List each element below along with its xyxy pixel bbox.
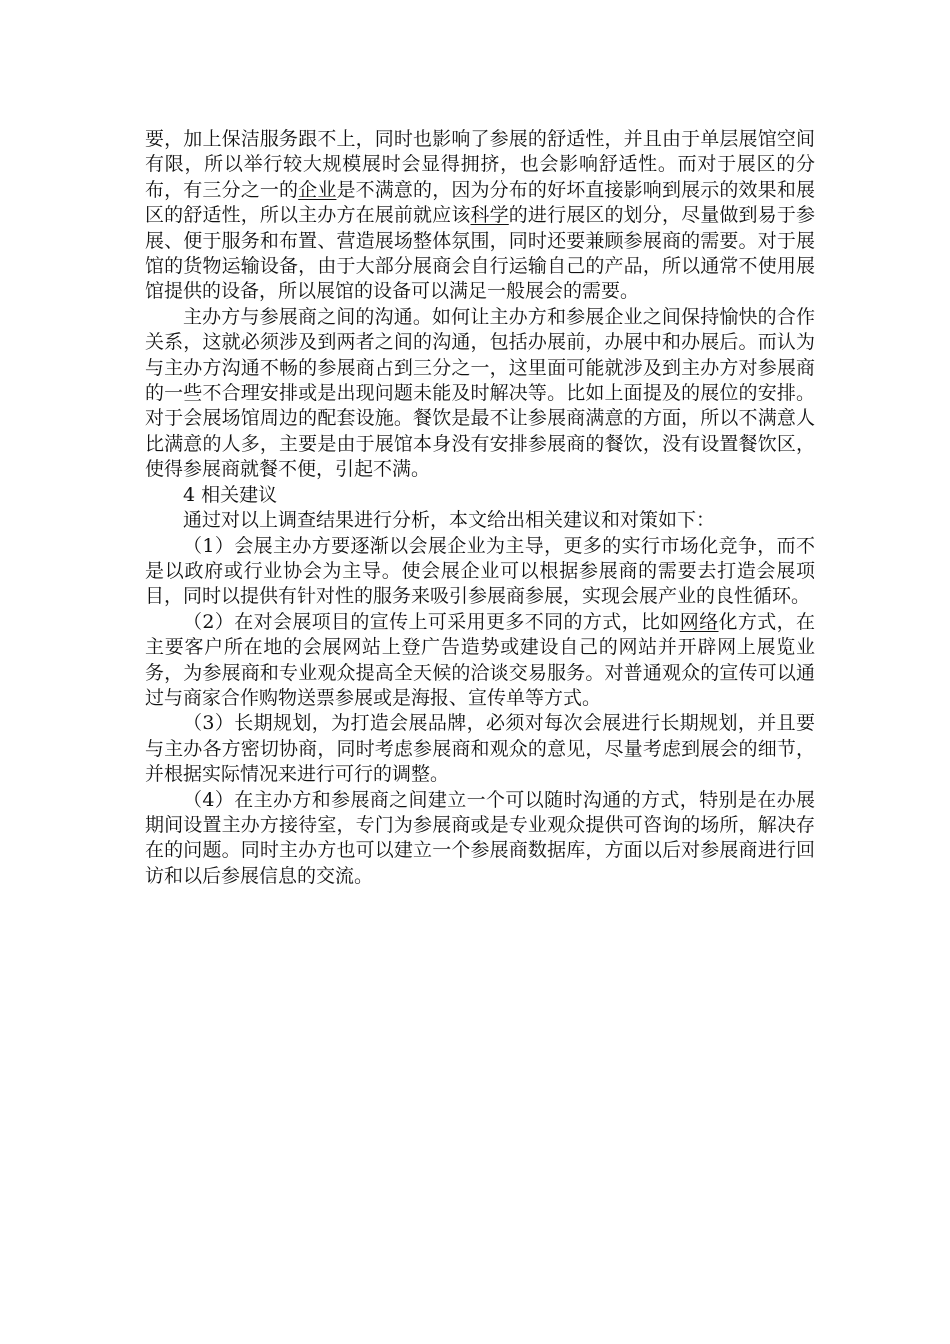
paragraph-text: （2）在对会展项目的宣传上可采用更多不同的方式，比如: [183, 610, 680, 633]
paragraph-venue-comfort: [145, 127, 815, 305]
link-enterprise[interactable]: 企业: [298, 178, 337, 201]
paragraph-suggestion-3: （3）长期规划，为打造会展品牌，必须对每次会展进行长期规划，并且要与主办各方密切协商，同时考虑参展商和观众的意见，尽量考虑到展会的细节，并根据实际情况来进行可行的调整。: [145, 712, 815, 786]
link-network[interactable]: 网络: [679, 610, 719, 633]
paragraph-intro: 通过对以上调查结果进行分析，本文给出相关建议和对策如下：: [183, 509, 716, 532]
paragraph-suggestion-4: （4）在主办方和参展商之间建立一个可以随时沟通的方式，特别是在办展期间设置主办方接待室，专门为参展商或是专业观众提供可咨询的场所，解决存在的问题。同时主办方也可以建立一个参展商数据库，方面以后对参展商进行回访和以后参展信息的交流。: [145, 788, 815, 887]
paragraph-suggestion-2: [145, 610, 815, 712]
paragraph-communication: 主办方与参展商之间的沟通。如何让主办方和参展企业之间保持愉快的合作关系，这就必须涉及到两者之间的沟通，包括办展前，办展中和办展后。而认为与主办方沟通不畅的参展商占到三分之一，这里面可能就涉及到主办方对参展商的一些不合理安排或是出现问题未能及时解决等。比如上面提及的展位的安排。对于会展场馆周边的配套设施。餐饮是最不让参展商满意的方面，所以不满意人比满意的人多，主要是由于展馆本身没有安排参展商的餐饮，没有设置餐饮区，使得参展商就餐不便，引起不满。: [145, 305, 815, 481]
paragraph-text: 要，加上保洁服务跟不上，同时也影响了参展的舒适性，并且由于单层展馆空间有限，所以举行较大规模展时会显得拥挤，也会影响舒适性。而对于展区的分布，有三分之一的: [145, 128, 815, 201]
paragraph-suggestion-1: （1）会展主办方要逐渐以会展企业为主导，更多的实行市场化竞争，而不是以政府或行业协会为主导。使会展企业可以根据参展商的需要去打造会展项目，同时以提供有针对性的服务来吸引参展商参展，实现会展产业的良性循环。: [145, 534, 815, 608]
paragraph-text: 是不满意的，因为分布的好坏直接影响到展示的效果和展区的舒适性，所以主办方在展前就应该: [145, 178, 815, 227]
paragraph-text: 化方式，在主要客户所在地的会展网站上登广告造势或建设自己的网站并开辟网上展览业务，为参展商和专业观众提高全天候的洽谈交易服务。对普通观众的宣传可以通过与商家合作购物送票参展或是海报、宣传单等方式。: [145, 610, 815, 709]
section-heading: 4 相关建议: [183, 483, 278, 506]
link-science[interactable]: 科学: [470, 204, 509, 227]
document-body: [145, 127, 815, 889]
paragraph-text: 的进行展区的划分，尽量做到易于参展、便于服务和布置、营造展场整体氛围，同时还要兼顾参展商的需要。对于展馆的货物运输设备，由于大部分展商会自行运输自己的产品，所以通常不使用展馆提供的设备，所以展馆的设备可以满足一般展会的需要。: [145, 204, 815, 303]
